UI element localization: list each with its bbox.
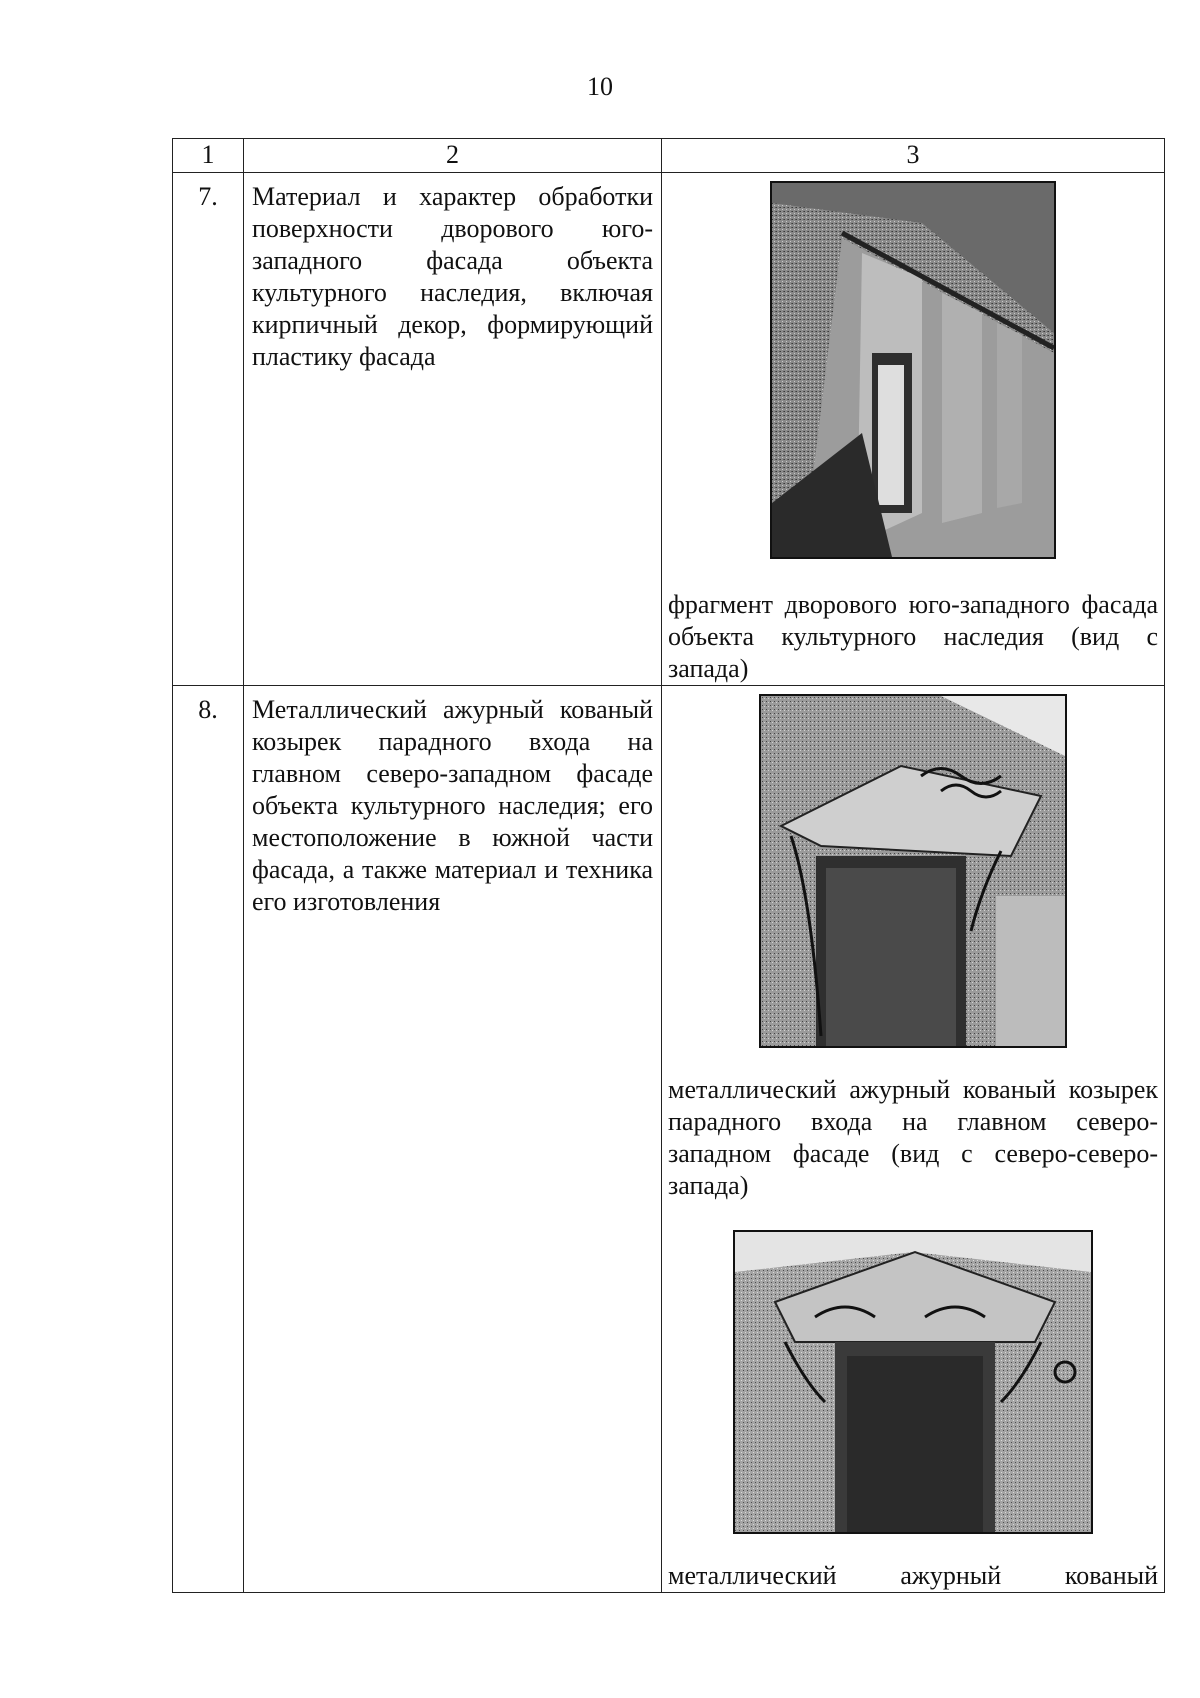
photo-cell <box>662 173 1165 686</box>
table-row <box>173 173 1165 686</box>
column-header-1: 1 <box>173 139 244 173</box>
photo-cell <box>662 686 1165 1593</box>
photo-caption: фрагмент дворового юго-западного фасада объекта культурного наследия (вид с запада) <box>668 590 1158 683</box>
row-description: Материал и характер обработки поверхности дворового юго-западного фасада объекта культурного наследия, включая кирпичный декор, формирующий пластику фасада <box>244 173 662 686</box>
page-number: 10 <box>587 72 613 101</box>
row-number: 8. <box>173 686 244 1593</box>
row-description: Металлический ажурный кованый козырек парадного входа на главном северо-западном фасаде объекта культурного наследия; его местоположение в южной части фасада, а также материал и техника его изготовления <box>244 686 662 1593</box>
photo-caption: металлический ажурный кованый <box>668 1561 1158 1590</box>
table-header-row <box>173 139 1165 173</box>
column-header-3: 3 <box>662 139 1165 173</box>
attributes-table <box>172 138 1165 1593</box>
facade-photo <box>770 181 1056 559</box>
photo-caption: металлический ажурный кованый козырек парадного входа на главном северо-западном фасаде (вид с северо-северо-запада) <box>668 1075 1158 1200</box>
row-number: 7. <box>173 173 244 686</box>
column-header-2: 2 <box>244 139 662 173</box>
canopy-photo-2 <box>733 1230 1093 1534</box>
table-row <box>173 686 1165 1593</box>
canopy-photo-1 <box>759 694 1067 1048</box>
